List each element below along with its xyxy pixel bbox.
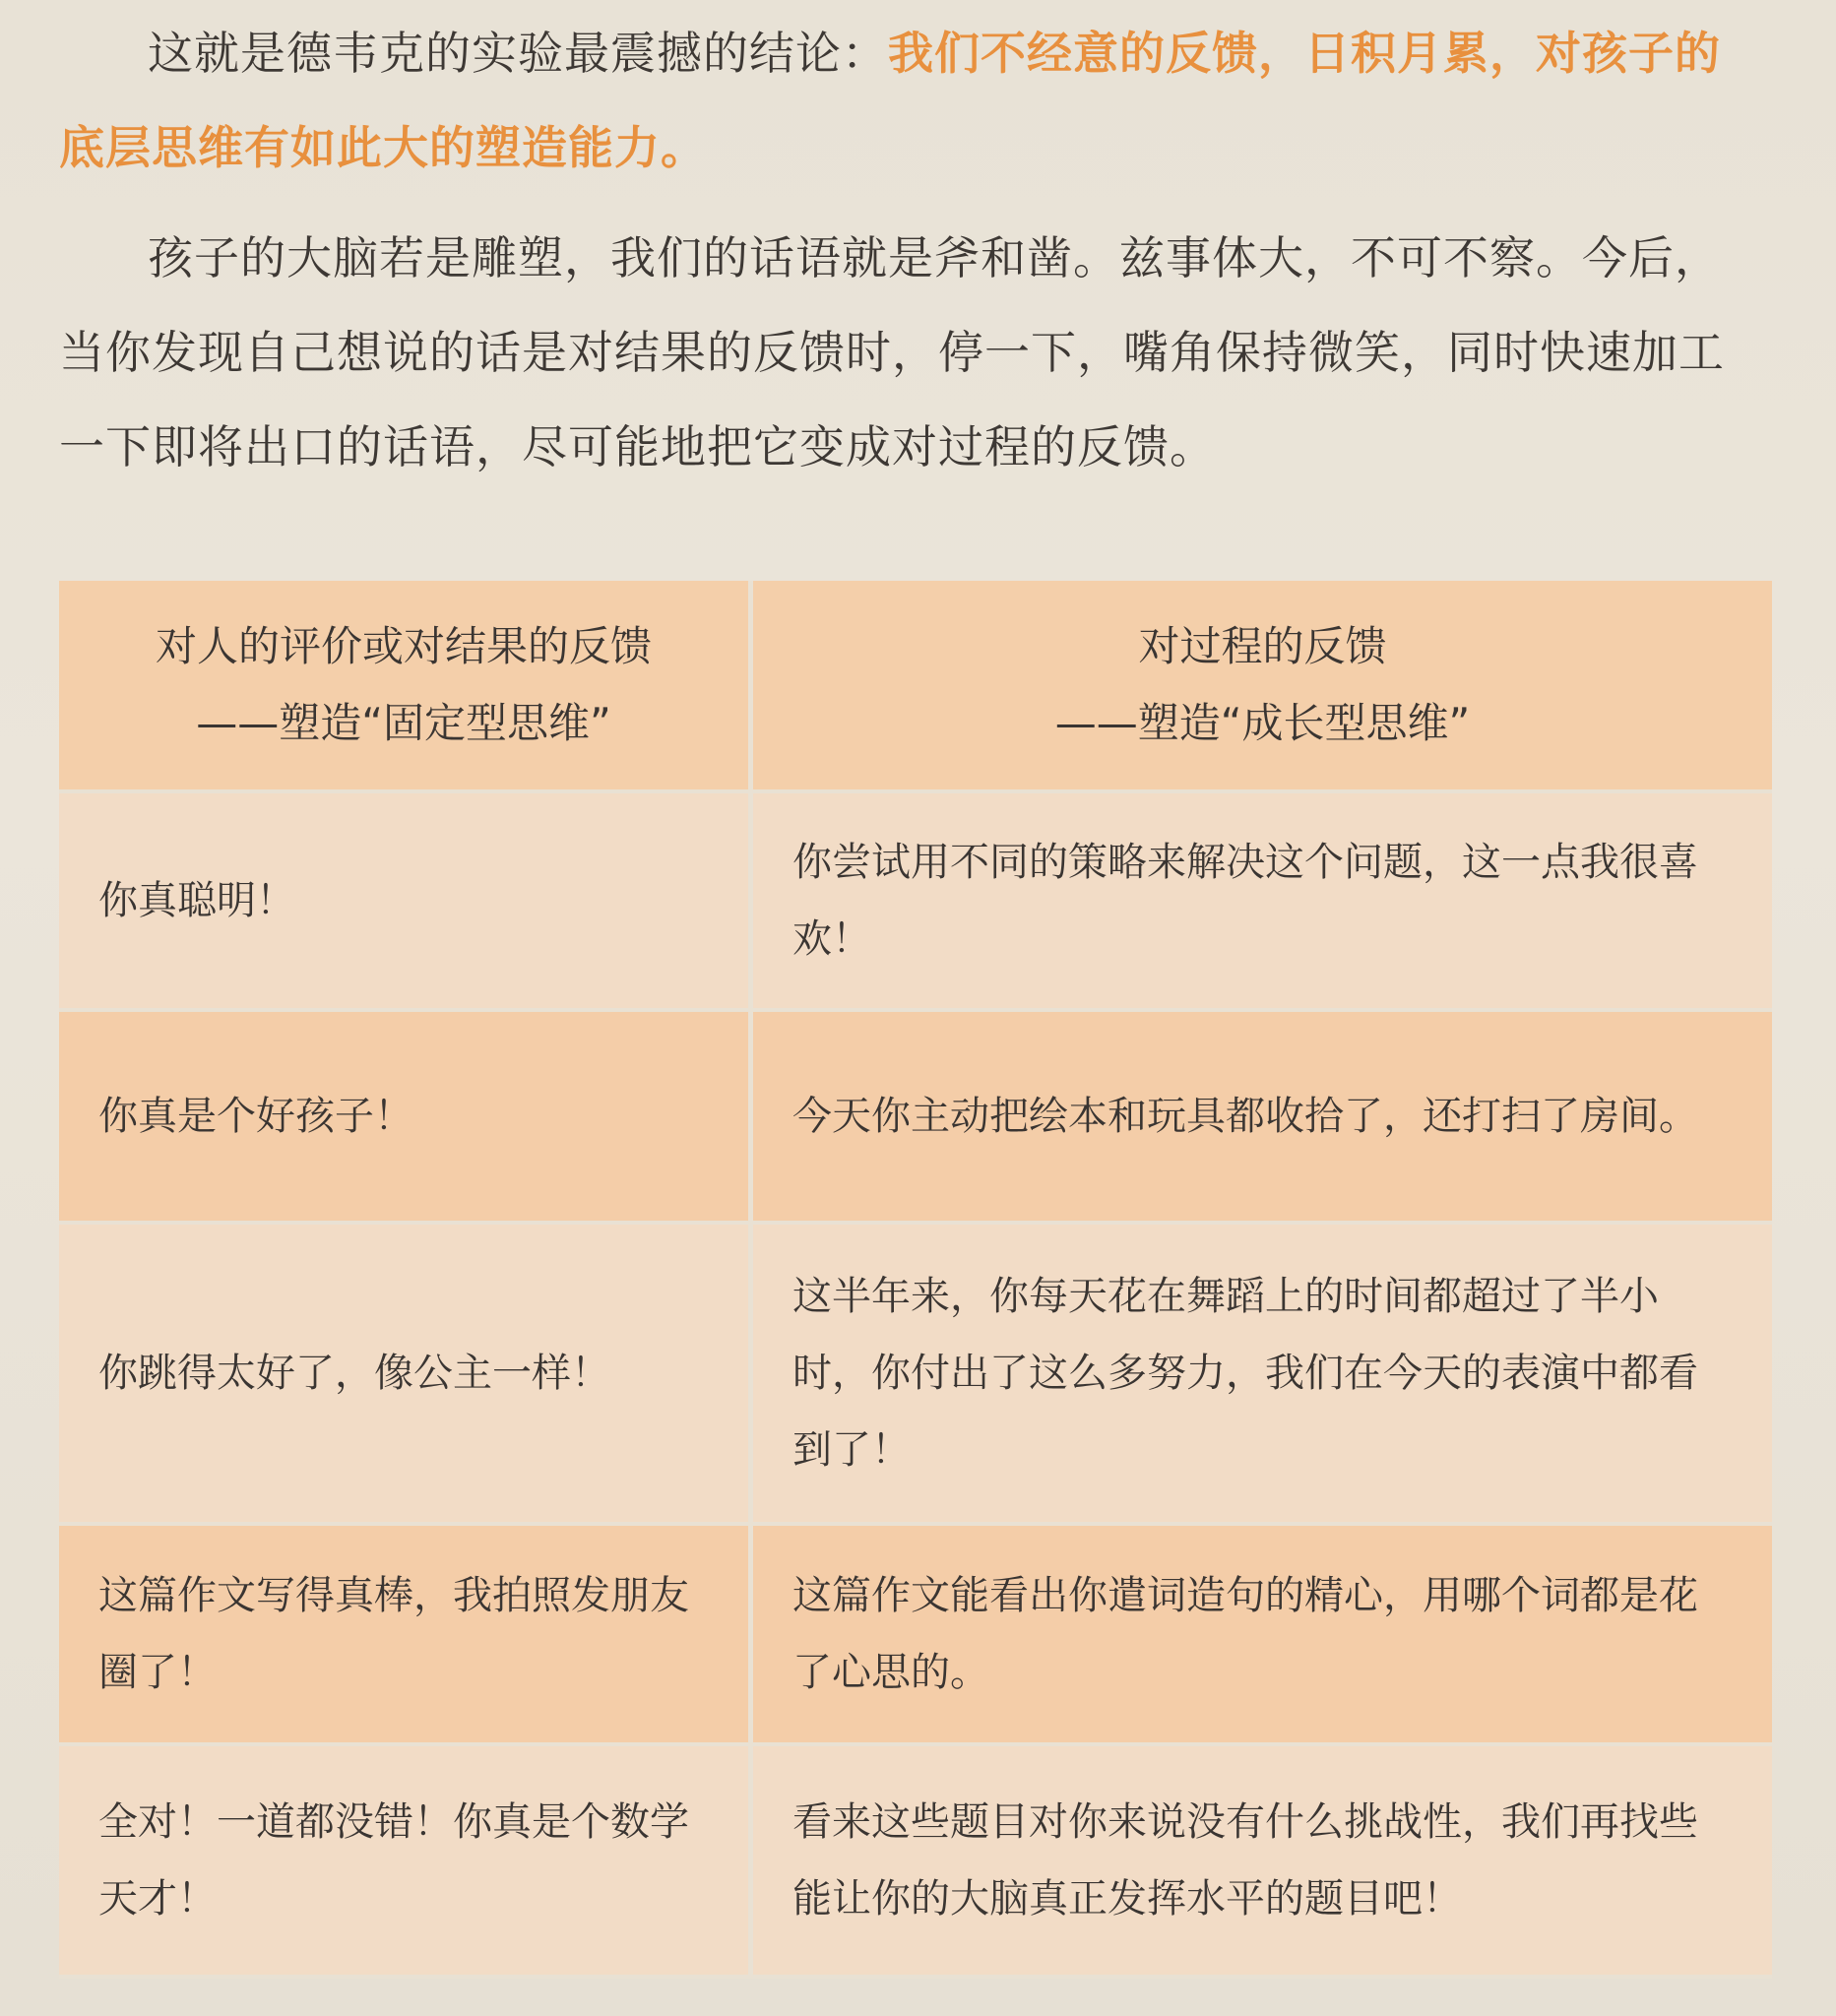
header-cell-growth-mindset [753,581,1772,789]
header-title: 对过程的反馈 [1138,622,1387,670]
highlighted-punct: 。 [661,121,707,174]
table-row [59,1746,1772,1979]
feedback-comparison-table [59,581,1772,1979]
table-cell-process-feedback: 你尝试用不同的策略来解决这个问题，这一点我很喜欢！ [792,840,1698,962]
table-cell-result-feedback: 你跳得太好了，像公主一样！ [59,1225,753,1522]
table-row [59,793,1772,1012]
highlighted-text: 我们不经意的反馈，日积月累，对孩子的底层思维有如此大的塑造能力 [59,27,1721,174]
table-cell-result-feedback: 这篇作文写得真棒，我拍照发朋友圈了！ [59,1526,753,1742]
table-cell-result-feedback: 全对！一道都没错！你真是个数学天才！ [59,1746,753,1975]
table-row [59,1225,1772,1526]
table-cell-process-feedback: 这篇作文能看出你遣词造句的精心，用哪个词都是花了心思的。 [792,1573,1698,1695]
paragraph-text: 孩子的大脑若是雕塑，我们的话语就是斧和凿。兹事体大，不可不察。今后，当你发现自己想说的话是对结果的反馈时，停一下，嘴角保持微笑，同时快速加工一下即将出口的话语，尽可能地把它变成对过程的反馈。 [59,231,1725,473]
header-title: 对人的评价或对结果的反馈 [155,622,652,670]
header-subtitle: ——塑造“成长型思维” [1054,699,1471,747]
table-row [59,1526,1772,1746]
table-row [59,1012,1772,1225]
header-cell-fixed-mindset [59,581,753,789]
table-cell-process-feedback: 看来这些题目对你来说没有什么挑战性，我们再找些能让你的大脑真正发挥水平的题目吧！ [792,1799,1698,1922]
paragraph-advice [59,211,1733,494]
table-cell-result-feedback: 你真聪明！ [59,793,753,1008]
table-cell-process-feedback: 今天你主动把绘本和玩具都收拾了，还打扫了房间。 [792,1094,1698,1139]
paragraph-conclusion [59,6,1733,195]
paragraph-text: 这就是德韦克的实验最震撼的结论： [148,27,888,80]
table-header-row [59,581,1772,793]
table-cell-process-feedback: 这半年来，你每天花在舞蹈上的时间都超过了半小时，你付出了这么多努力，我们在今天的表演中都看到了！ [792,1274,1698,1473]
header-subtitle: ——塑造“固定型思维” [196,699,611,747]
table-cell-result-feedback: 你真是个好孩子！ [59,1012,753,1221]
